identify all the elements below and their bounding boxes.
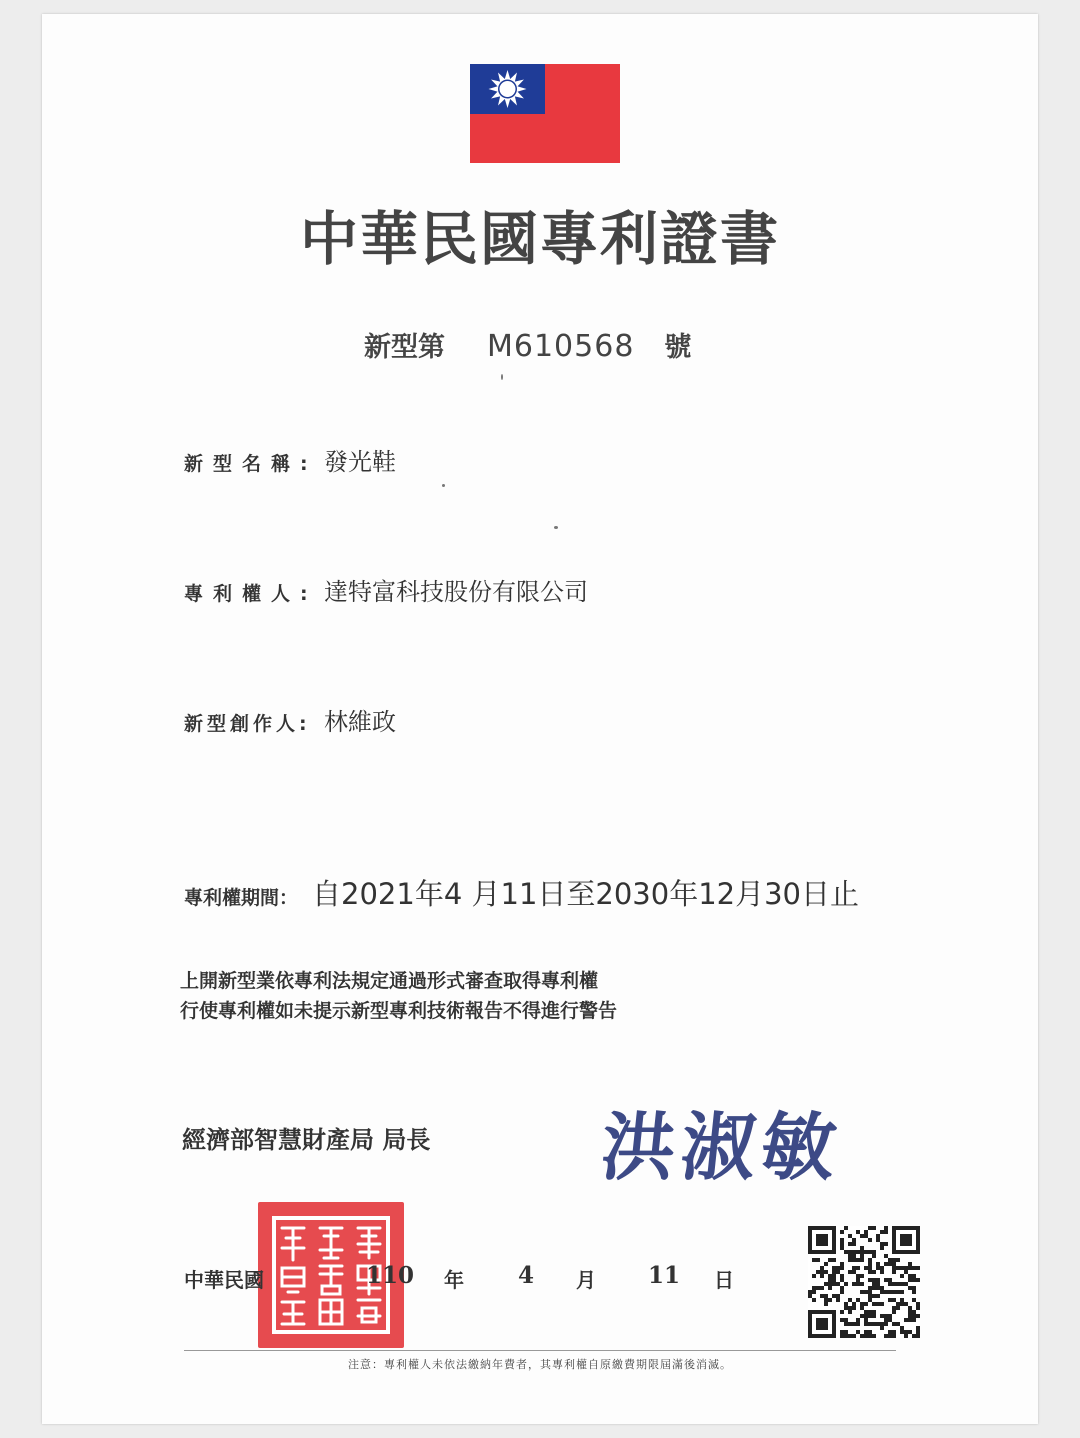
qr-module: [868, 1334, 872, 1338]
qr-module: [852, 1306, 856, 1310]
qr-module: [868, 1294, 872, 1298]
qr-module: [900, 1330, 904, 1334]
qr-module: [836, 1270, 840, 1274]
qr-module: [812, 1286, 816, 1290]
qr-module: [820, 1274, 824, 1278]
qr-module: [888, 1334, 892, 1338]
qr-module: [860, 1246, 864, 1250]
qr-module: [868, 1298, 872, 1302]
qr-module: [852, 1238, 856, 1242]
qr-module: [896, 1290, 900, 1294]
qr-module: [892, 1262, 896, 1266]
qr-module: [908, 1266, 912, 1270]
qr-module: [856, 1330, 860, 1334]
qr-module: [852, 1266, 856, 1270]
scan-speck: [554, 526, 558, 529]
qr-module: [856, 1278, 860, 1282]
qr-module: [848, 1254, 852, 1258]
qr-module: [864, 1302, 868, 1306]
qr-module: [856, 1230, 860, 1234]
qr-module: [880, 1322, 884, 1326]
qr-module: [896, 1306, 900, 1310]
patent-term: [184, 872, 859, 913]
qr-module: [892, 1266, 896, 1270]
patent-number: M610568: [487, 329, 635, 364]
qr-module: [876, 1234, 880, 1238]
qr-module: [852, 1322, 856, 1326]
patent-term-value: 自2021年4 月11日至2030年12月30日止: [312, 877, 859, 911]
qr-module: [884, 1254, 888, 1258]
qr-module: [900, 1302, 904, 1306]
qr-module: [864, 1310, 868, 1314]
qr-module: [868, 1330, 872, 1334]
footnote: 注意：專利權人未依法繳納年費者，其專利權自原繳費期限屆滿後消滅。: [348, 1358, 732, 1371]
patent-number-prefix: 新型第: [364, 332, 445, 363]
qr-module: [916, 1266, 920, 1270]
qr-module: [888, 1278, 892, 1282]
qr-module: [860, 1234, 864, 1238]
qr-module: [844, 1318, 848, 1322]
qr-module: [892, 1306, 896, 1310]
qr-module: [908, 1314, 912, 1318]
qr-module: [904, 1330, 908, 1334]
certificate-title: 中華民國專利證書: [299, 205, 780, 273]
qr-module: [872, 1310, 876, 1314]
qr-module: [876, 1322, 880, 1326]
qr-module: [852, 1254, 856, 1258]
date-month-unit: 月: [576, 1268, 596, 1292]
qr-module: [912, 1290, 916, 1294]
qr-module: [860, 1274, 864, 1278]
qr-module: [880, 1246, 884, 1250]
qr-module: [900, 1298, 904, 1302]
qr-module: [888, 1330, 892, 1334]
qr-module: [912, 1318, 916, 1322]
qr-module: [888, 1258, 892, 1262]
qr-module: [868, 1262, 872, 1266]
qr-module: [888, 1318, 892, 1322]
qr-module: [896, 1302, 900, 1306]
qr-module: [908, 1274, 912, 1278]
field-value: 林維政: [324, 708, 396, 736]
qr-module: [864, 1234, 868, 1238]
scan-speck: [501, 374, 503, 380]
qr-module: [840, 1238, 844, 1242]
qr-module: [844, 1306, 848, 1310]
field-utility-model-name: [184, 442, 396, 477]
qr-module: [872, 1286, 876, 1290]
qr-module: [892, 1282, 896, 1286]
qr-module: [872, 1322, 876, 1326]
qr-module: [908, 1318, 912, 1322]
qr-module: [852, 1334, 856, 1338]
qr-module: [864, 1322, 868, 1326]
qr-module: [812, 1274, 816, 1278]
qr-module: [912, 1274, 916, 1278]
qr-module: [816, 1286, 820, 1290]
field-creator: [184, 702, 396, 737]
qr-module: [844, 1302, 848, 1306]
qr-module: [808, 1294, 812, 1298]
qr-module: [828, 1278, 832, 1282]
qr-module: [840, 1278, 844, 1282]
qr-module: [836, 1294, 840, 1298]
field-label: 新型創作人:: [184, 713, 311, 735]
date-day-unit: 日: [714, 1268, 734, 1292]
qr-module: [892, 1310, 896, 1314]
qr-module: [892, 1258, 896, 1262]
qr-module: [856, 1274, 860, 1278]
qr-module: [832, 1278, 836, 1282]
qr-module: [908, 1262, 912, 1266]
roc-flag-icon: [470, 64, 620, 163]
qr-module: [856, 1318, 860, 1322]
qr-module: [832, 1282, 836, 1286]
qr-module: [880, 1326, 884, 1330]
qr-module: [884, 1290, 888, 1294]
qr-module: [912, 1286, 916, 1290]
qr-module: [848, 1258, 852, 1262]
qr-module: [892, 1290, 896, 1294]
qr-module: [900, 1274, 904, 1278]
qr-module: [844, 1322, 848, 1326]
qr-module: [912, 1266, 916, 1270]
qr-module: [848, 1310, 852, 1314]
white-sun-icon: [470, 64, 545, 114]
qr-module: [824, 1294, 828, 1298]
qr-module: [860, 1306, 864, 1310]
qr-module: [828, 1286, 832, 1290]
qr-module: [868, 1322, 872, 1326]
qr-module: [880, 1230, 884, 1234]
qr-module: [848, 1322, 852, 1326]
field-label: 專利權人:: [184, 583, 318, 605]
qr-module: [912, 1314, 916, 1318]
qr-module: [860, 1282, 864, 1286]
qr-module: [872, 1334, 876, 1338]
qr-module: [892, 1334, 896, 1338]
qr-module: [904, 1334, 908, 1338]
certificate-page: [42, 14, 1038, 1424]
qr-module: [872, 1302, 876, 1306]
qr-module: [820, 1266, 824, 1270]
qr-module: [916, 1314, 920, 1318]
qr-module: [916, 1326, 920, 1330]
qr-module: [816, 1258, 820, 1262]
qr-module: [884, 1334, 888, 1338]
qr-module: [912, 1298, 916, 1302]
date-year: 110: [366, 1262, 415, 1289]
qr-module: [860, 1302, 864, 1306]
qr-module: [884, 1242, 888, 1246]
qr-module: [896, 1266, 900, 1270]
field-label: 新型名稱:: [184, 453, 318, 475]
qr-module: [876, 1278, 880, 1282]
qr-module: [876, 1238, 880, 1242]
qr-module: [864, 1250, 868, 1254]
qr-module: [872, 1294, 876, 1298]
date-year-unit: 年: [444, 1268, 464, 1292]
qr-module: [864, 1314, 868, 1318]
qr-module: [900, 1326, 904, 1330]
qr-module: [864, 1330, 868, 1334]
qr-module: [900, 1290, 904, 1294]
qr-module: [852, 1242, 856, 1246]
field-value: 發光鞋: [324, 448, 396, 476]
qr-module: [872, 1226, 876, 1230]
qr-module: [912, 1310, 916, 1314]
qr-module: [904, 1270, 908, 1274]
qr-module: [888, 1298, 892, 1302]
qr-module: [864, 1334, 868, 1338]
qr-module: [916, 1278, 920, 1282]
qr-module: [904, 1266, 908, 1270]
qr-module: [840, 1290, 844, 1294]
qr-module: [884, 1314, 888, 1318]
qr-module: [912, 1334, 916, 1338]
qr-module: [908, 1278, 912, 1282]
director-title: 經濟部智慧財產局 局長: [182, 1126, 431, 1154]
qr-module: [860, 1254, 864, 1258]
qr-module: [840, 1286, 844, 1290]
qr-module: [884, 1262, 888, 1266]
date-month: 4: [518, 1262, 535, 1289]
qr-module: [872, 1314, 876, 1318]
qr-module: [856, 1322, 860, 1326]
qr-module: [884, 1322, 888, 1326]
qr-module: [840, 1318, 844, 1322]
qr-module: [916, 1330, 920, 1334]
qr-module: [888, 1314, 892, 1318]
qr-module: [916, 1334, 920, 1338]
director-signature: 洪淑敏: [596, 1105, 846, 1191]
qr-module: [816, 1270, 820, 1274]
qr-module: [884, 1278, 888, 1282]
qr-module: [908, 1286, 912, 1290]
qr-module: [884, 1230, 888, 1234]
qr-module: [880, 1266, 884, 1270]
qr-module: [832, 1294, 836, 1298]
qr-module: [896, 1258, 900, 1262]
qr-module: [880, 1242, 884, 1246]
qr-module: [812, 1258, 816, 1262]
field-patentee: [184, 572, 588, 607]
qr-module: [840, 1262, 844, 1266]
qr-module: [908, 1310, 912, 1314]
qr-module: [852, 1250, 856, 1254]
qr-module: [900, 1282, 904, 1286]
qr-module: [832, 1258, 836, 1262]
qr-module: [904, 1318, 908, 1322]
qr-module: [852, 1258, 856, 1262]
qr-module: [868, 1270, 872, 1274]
qr-module: [844, 1250, 848, 1254]
qr-module: [876, 1294, 880, 1298]
qr-module: [840, 1330, 844, 1334]
qr-module: [864, 1290, 868, 1294]
qr-module: [908, 1306, 912, 1310]
field-value: 達特富科技股份有限公司: [324, 578, 588, 606]
qr-module: [864, 1230, 868, 1234]
qr-module: [892, 1298, 896, 1302]
scan-speck: [442, 484, 445, 487]
qr-module: [840, 1334, 844, 1338]
qr-module: [880, 1314, 884, 1318]
qr-module: [832, 1266, 836, 1270]
qr-module: [844, 1282, 848, 1286]
qr-module: [856, 1258, 860, 1262]
qr-module: [876, 1282, 880, 1286]
qr-module: [820, 1294, 824, 1298]
qr-module: [832, 1270, 836, 1274]
qr-module: [840, 1242, 844, 1246]
qr-module: [836, 1282, 840, 1286]
qr-module: [856, 1298, 860, 1302]
qr-module: [892, 1330, 896, 1334]
qr-module: [860, 1334, 864, 1338]
qr-module: [836, 1266, 840, 1270]
qr-module: [868, 1238, 872, 1242]
qr-module: [868, 1226, 872, 1230]
qr-module: [840, 1246, 844, 1250]
qr-module: [836, 1298, 840, 1302]
qr-module: [860, 1314, 864, 1318]
qr-module: [828, 1298, 832, 1302]
qr-module: [844, 1226, 848, 1230]
qr-module: [856, 1250, 860, 1254]
qr-module: [840, 1230, 844, 1234]
qr-module: [860, 1250, 864, 1254]
qr-module: [904, 1302, 908, 1306]
qr-module: [852, 1302, 856, 1306]
qr-module: [872, 1270, 876, 1274]
date-day: 11: [648, 1262, 681, 1289]
qr-module: [864, 1318, 868, 1322]
qr-module: [844, 1334, 848, 1338]
qr-module: [896, 1282, 900, 1286]
date-era: 中華民國: [184, 1268, 264, 1292]
qr-module: [844, 1330, 848, 1334]
patent-number-suffix: 號: [664, 332, 692, 363]
qr-module: [872, 1282, 876, 1286]
qr-module: [828, 1258, 832, 1262]
qr-module: [824, 1282, 828, 1286]
qr-module: [884, 1318, 888, 1322]
qr-module: [896, 1322, 900, 1326]
qr-module: [824, 1262, 828, 1266]
qr-module: [916, 1306, 920, 1310]
qr-module: [848, 1270, 852, 1274]
qr-module: [868, 1286, 872, 1290]
qr-module: [888, 1290, 892, 1294]
qr-module: [820, 1270, 824, 1274]
qr-module: [856, 1266, 860, 1270]
notice-line: 行使專利權如未提示新型專利技術報告不得進行警告: [180, 1000, 618, 1022]
notice-line: 上開新型業依專利法規定通過形式審查取得專利權: [180, 970, 599, 992]
footer-divider: [184, 1350, 896, 1351]
qr-module: [880, 1290, 884, 1294]
qr-module: [888, 1282, 892, 1286]
qr-module: [876, 1262, 880, 1266]
qr-module: [876, 1302, 880, 1306]
qr-module: [824, 1302, 828, 1306]
qr-module: [824, 1270, 828, 1274]
qr-module: [828, 1282, 832, 1286]
qr-module: [840, 1310, 844, 1314]
qr-module: [860, 1290, 864, 1294]
qr-module: [860, 1258, 864, 1262]
qr-module: [868, 1266, 872, 1270]
qr-module: [848, 1306, 852, 1310]
qr-module: [848, 1250, 852, 1254]
qr-module: [840, 1274, 844, 1278]
qr-module: [880, 1302, 884, 1306]
qr-module: [872, 1278, 876, 1282]
qr-module: [828, 1274, 832, 1278]
qr-code-icon: [808, 1226, 920, 1338]
qr-module: [840, 1266, 844, 1270]
qr-module: [848, 1334, 852, 1338]
qr-module: [852, 1270, 856, 1274]
qr-module: [868, 1310, 872, 1314]
qr-module: [892, 1270, 896, 1274]
patent-term-label: 專利權期間：: [184, 887, 299, 909]
qr-module: [916, 1302, 920, 1306]
qr-module: [868, 1278, 872, 1282]
qr-module: [868, 1290, 872, 1294]
patent-number-line: [364, 325, 691, 364]
qr-module: [876, 1286, 880, 1290]
qr-module: [912, 1278, 916, 1282]
qr-module: [876, 1266, 880, 1270]
qr-module: [872, 1250, 876, 1254]
qr-module: [904, 1282, 908, 1286]
qr-module: [864, 1266, 868, 1270]
qr-module: [900, 1266, 904, 1270]
qr-module: [880, 1270, 884, 1274]
qr-module: [856, 1282, 860, 1286]
qr-module: [852, 1282, 856, 1286]
notice-text: [180, 966, 617, 1026]
qr-module: [848, 1242, 852, 1246]
qr-module: [824, 1298, 828, 1302]
qr-module: [848, 1298, 852, 1302]
qr-module: [888, 1262, 892, 1266]
qr-module: [868, 1250, 872, 1254]
qr-module: [908, 1330, 912, 1334]
qr-module: [832, 1274, 836, 1278]
qr-module: [820, 1286, 824, 1290]
qr-module: [872, 1254, 876, 1258]
qr-module: [884, 1226, 888, 1230]
qr-module: [812, 1290, 816, 1294]
qr-module: [812, 1298, 816, 1302]
qr-module: [868, 1314, 872, 1318]
qr-module: [808, 1290, 812, 1294]
qr-module: [848, 1234, 852, 1238]
qr-module: [868, 1258, 872, 1262]
qr-module: [880, 1286, 884, 1290]
qr-module: [892, 1322, 896, 1326]
